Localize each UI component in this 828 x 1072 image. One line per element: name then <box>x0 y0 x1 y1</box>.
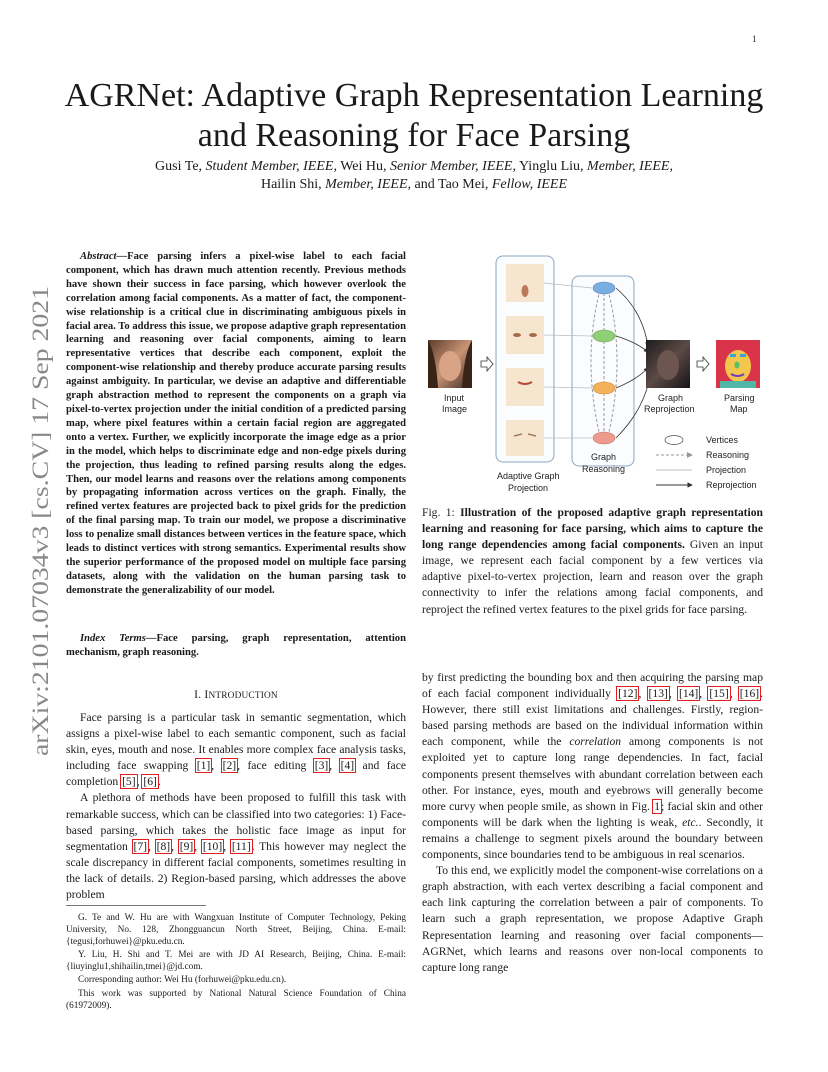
footnote-affiliation-1: G. Te and W. Hu are with Wangxuan Institute of Computer Technology, Peking University, No. 128, Zhongguancun North Street, Beijing, China. E-mail: {tegusi,forhuwei}@pku.edu.cn. <box>66 913 406 948</box>
footnotes <box>66 912 406 1013</box>
author-line-1 <box>70 158 758 176</box>
vertex-red <box>593 432 615 444</box>
footnote-affiliation-2: Y. Liu, H. Shi and T. Mei are with JD AI Research, Beijing, China. E-mail: {liuyinglu1,shihailin,tmei}@jd.com. <box>66 950 406 973</box>
citation-link[interactable]: [4] <box>340 759 355 773</box>
abstract-label: Abstract <box>80 251 117 262</box>
citation-link[interactable]: [5] <box>122 775 136 789</box>
figure-1 <box>422 250 762 498</box>
vertex-orange <box>593 382 615 394</box>
figure-1-caption <box>422 505 763 618</box>
author-role: Member, IEEE, <box>325 177 412 192</box>
emphasis: etc. <box>682 815 699 829</box>
citation-link[interactable]: [16] <box>739 687 760 701</box>
author-name: Yinglu Liu, <box>518 159 584 174</box>
text-run: , <box>729 687 739 701</box>
citation-link[interactable]: [11] <box>231 839 251 853</box>
author-line-2 <box>70 176 758 194</box>
text-run: . This however may neglect the scale discrepancy in different facial components, sometimes resulting in the lack of details. 2) Region-based parsing, which addresses the above problem <box>66 839 406 902</box>
author-name: Gusi Te, <box>155 159 203 174</box>
abstract-text: —Face parsing infers a pixel-wise label to each facial component, which has drawn much attention recently. Previous methods have shown their success in face parsing, which however overlook the correlation among facial components. As a matter of fact, the component-wise relationship is a critical clue in discriminating ambiguous pixels in facial area. To address this issue, we propose adaptive graph representation learning and reasoning over facial components, aiming to learn representative vertices that describe each component, exploit the component-wise relationship and thereby produce accurate parsing results against ambiguity. In particular, we devise an adaptive and differentiable graph abstraction method to represent the components on a graph via pixel-to-vertex projection under the initial condition of a predicted parsing map, where pixel features within a certain facial region are aggregated onto a vertex. Further, we explicitly incorporate the image edge as a prior in the model, which helps to discriminate edge and non-edge pixels during the projection, thus leading to refined parsing results along the edges. Then, our model learns and reasons over the relations among components by propagating information across vertices on the graph. Finally, the refined vertex features are projected back to pixel grids for the prediction of the final parsing map. To train our model, we propose a discriminative loss to penalize small distances between vertices in the feature space, which leads to distinct vertices with strong semantics. Experimental results show the superior performance of the proposed model on multiple face parsing datasets, along with the validation on the human parsing task to demonstrate the generalizability of our model. <box>66 251 406 596</box>
author-role: Fellow, IEEE <box>491 177 568 192</box>
input-image <box>428 340 472 388</box>
reasoning-label-line-2: Reasoning <box>582 464 626 474</box>
citation-link[interactable]: [13] <box>648 687 668 701</box>
input-label-line-1: Input <box>444 393 465 403</box>
caption-text: Given an input image, we represent each facial component by a few vertices via adaptive pixel-to-vertex projection, learn and reason over the graph connectivity to infer the relations among facial components, and reproject the refined vertex features to the pixel grids for face parsing. <box>422 538 763 616</box>
author-name: Wei Hu, <box>340 159 387 174</box>
crop-eyes <box>506 316 544 354</box>
vertex-blue <box>593 282 615 294</box>
text-run: , <box>638 687 648 701</box>
caption-label: Fig. 1: <box>422 506 461 519</box>
text-run: . <box>157 775 161 789</box>
author-list <box>70 158 758 194</box>
footnote-corresponding: Corresponding author: Wei Hu (forhuwei@pku.edu.cn). <box>78 975 287 986</box>
citation-link[interactable]: [2] <box>222 759 237 773</box>
section-rest: NTRODUCTION <box>208 691 278 701</box>
citation-link[interactable]: [10] <box>202 839 223 853</box>
parsing-label-line-1: Parsing <box>724 393 755 403</box>
legend-vertices: Vertices <box>706 435 739 445</box>
author-role: Senior Member, IEEE, <box>390 159 516 174</box>
arxiv-side-stamp <box>18 286 58 756</box>
parsing-label-line-2: Map <box>730 404 748 414</box>
text-run: A plethora of methods have been proposed to fulfill this task with remarkable success, which can be classified into two categories: 1) Face-based parsing, which takes the holistic face image as input for segmentation <box>66 791 406 853</box>
abstract <box>66 250 406 598</box>
author-role: Student Member, IEEE, <box>205 159 337 174</box>
page-number: 1 <box>752 34 757 44</box>
text-run: ; facial skin and other components will be dark when the lighting is weak, <box>422 799 763 829</box>
hollow-arrow-icon <box>697 357 709 371</box>
text-run: , <box>171 839 179 853</box>
index-terms <box>66 632 406 660</box>
caption-bold: Illustration of the proposed adaptive graph representation learning and reasoning for face parsing, which aims to capture the long range dependencies among facial components. <box>422 506 763 552</box>
legend-reasoning: Reasoning <box>706 450 750 460</box>
right-paragraph-1 <box>422 670 763 863</box>
legend-vertex-marker <box>665 436 683 445</box>
section-first-letter: I <box>204 688 209 701</box>
text-run: Face parsing is a particular task in semantic segmentation, which assigns a pixel-wise label to each semantic component, such as facial skin, eyes, mouth and nose. It enables more complex face analysis tasks, including face swapping <box>66 711 406 773</box>
text-run: . However, there still exist limitations and challenges. Firstly, region-based parsing methods are based on the individual information within each component, while the <box>422 687 764 749</box>
crop-mouth <box>506 368 544 406</box>
citation-link[interactable]: [1] <box>196 759 211 773</box>
text-run: by first predicting the bounding box and then acquiring the parsing map of each facial component individually <box>422 671 763 701</box>
citation-link[interactable]: [9] <box>179 839 194 853</box>
reasoning-label-line-1: Graph <box>591 452 617 462</box>
author-role: Member, IEEE, <box>587 159 673 174</box>
reprojected-image <box>646 340 690 388</box>
text-run: , <box>194 839 202 853</box>
intro-paragraph-2 <box>66 790 406 903</box>
text-run: , face editing <box>237 759 314 773</box>
text-run: , <box>136 775 143 789</box>
right-column-body <box>422 670 763 976</box>
legend <box>656 435 757 490</box>
text-run: , <box>223 839 231 853</box>
input-face-oval <box>439 351 461 381</box>
emphasis: correlation <box>569 735 622 749</box>
footnote-rule <box>66 905 206 906</box>
text-run: , <box>668 687 678 701</box>
citation-link[interactable]: [12] <box>618 687 638 701</box>
projection-label-line-2: Projection <box>508 483 549 493</box>
figure-1-diagram <box>422 250 762 498</box>
citation-link[interactable]: [14] <box>678 687 699 701</box>
author-name: and Tao Mei, <box>414 177 489 192</box>
reprojection-label-line-2: Reprojection <box>644 404 695 414</box>
reprojection-label-line-1: Graph <box>658 393 684 403</box>
input-label-line-2: Image <box>442 404 468 414</box>
section-numeral: I. <box>194 688 205 701</box>
index-terms-text: —Face parsing, graph representation, attention mechanism, graph reasoning. <box>66 633 406 658</box>
citation-link[interactable]: [7] <box>133 839 148 853</box>
legend-projection: Projection <box>706 465 747 475</box>
right-paragraph-2: To this end, we explicitly model the component-wise correlations on a graph abstraction, with each vertex describing a facial component and each link capturing the correlation between a pair of components. To learn such a graph representation, we propose Adaptive Graph Representation learning and reasoning over facial components—AGRNet, which learns and reasons over non-local components to capture long range <box>422 864 763 974</box>
citation-link[interactable]: [3] <box>314 759 329 773</box>
index-terms-label: Index Terms <box>80 633 146 644</box>
text-run: . Secondly, it remains a challenge to segment pixels around the boundary between components, since boundaries tend to be ambiguous in real scenarios. <box>422 815 763 862</box>
arxiv-stamp-text: arXiv:2101.07034v3 [cs.CV] 17 Sep 2021 <box>28 363 54 756</box>
parsing-map <box>716 340 760 388</box>
text-run: , <box>699 687 709 701</box>
projection-label-line-1: Adaptive Graph <box>497 471 560 481</box>
citation-link[interactable]: [15] <box>709 687 729 701</box>
intro-paragraph-1 <box>66 710 406 790</box>
section-heading-introduction <box>66 688 406 701</box>
introduction-body <box>66 710 406 903</box>
text-run: among components is not exploited yet to capture long range dependencies. In fact, facial components present themselves with abundant correlation between each other. For instance, eyes, mouth and eyebrows will generally become more curvy when people smile, as shown in Fig. <box>422 735 763 813</box>
text-run: , <box>148 839 156 853</box>
vertex-green <box>593 330 615 342</box>
crop-brows <box>506 420 544 456</box>
legend-reprojection: Reprojection <box>706 480 757 490</box>
figure-reference-link[interactable]: 1 <box>654 799 660 813</box>
citation-link[interactable]: [8] <box>156 839 171 853</box>
author-name: Hailin Shi, <box>260 177 322 192</box>
text-run: , <box>329 759 340 773</box>
paper-title: AGRNet: Adaptive Graph Representation Learning and Reasoning for Face Parsing <box>64 77 764 154</box>
hollow-arrow-icon <box>481 357 493 371</box>
footnote-funding: This work was supported by National Natural Science Foundation of China (61972009). <box>66 988 406 1011</box>
text-run: , <box>211 759 222 773</box>
text-run: and face completion <box>66 759 406 789</box>
citation-link[interactable]: [6] <box>143 775 157 789</box>
